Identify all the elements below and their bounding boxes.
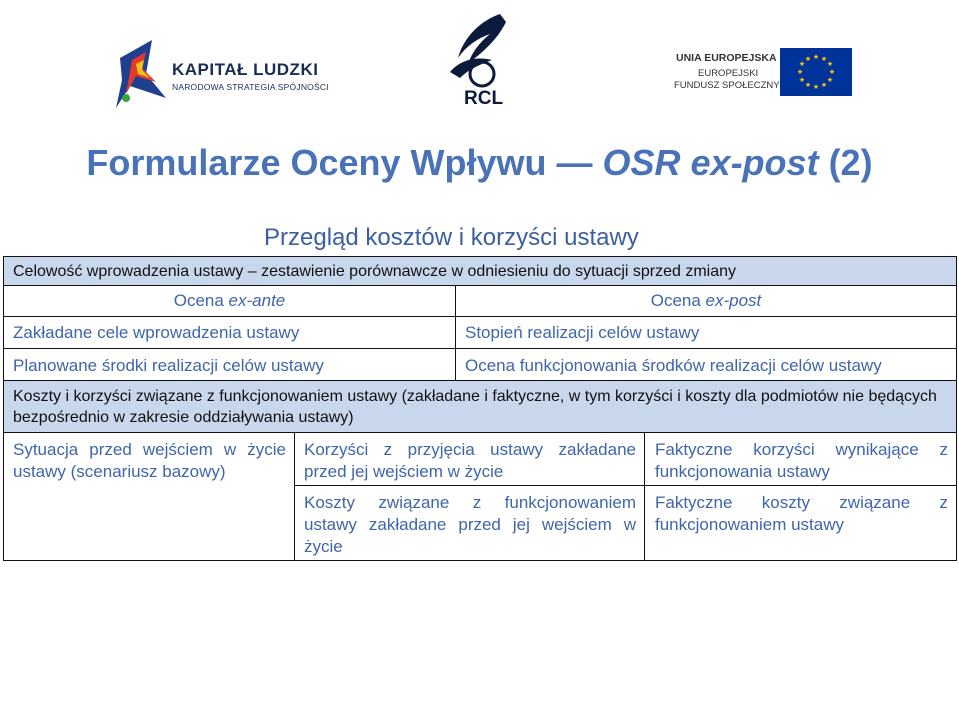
- ex-ante-header: [3, 285, 456, 317]
- ex-ante-label: [4, 290, 455, 312]
- page-title-italic: OSR ex-post: [602, 142, 819, 183]
- right-row-1: [455, 316, 957, 349]
- col-sytuacja: [3, 432, 295, 561]
- kapital-ludzki-star-icon: [112, 38, 170, 110]
- svg-text:★: ★: [820, 81, 828, 89]
- col-sytuacja-text: Sytuacja przed wejściem w życie ustawy (scenariusz bazowy): [13, 440, 286, 481]
- ex-post-italic: ex-post: [705, 291, 762, 310]
- svg-text:★: ★: [796, 68, 804, 76]
- svg-text:★: ★: [828, 68, 836, 76]
- eu-line1: UNIA EUROPEJSKA: [676, 52, 777, 64]
- col-koszty-faktyczne-text: Faktyczne koszty związane z funkcjonowaniem ustawy: [655, 493, 948, 534]
- svg-text:★: ★: [812, 53, 820, 61]
- kapital-ludzki-subtitle: NARODOWA STRATEGIA SPÓJNOŚCI: [172, 82, 329, 92]
- eu-logo: [672, 46, 857, 100]
- kapital-ludzki-title: KAPITAŁ LUDZKI: [172, 60, 319, 79]
- left-row-2: [3, 348, 456, 381]
- col-korzysci-faktyczne-text: Faktyczne korzyści wynikające z funkcjonowania ustawy: [655, 440, 948, 481]
- page-title-main: Formularze Oceny Wpływu —: [86, 142, 603, 183]
- ex-post-label: [456, 290, 956, 312]
- page-title-suffix: (2): [818, 142, 873, 183]
- svg-text:★: ★: [826, 60, 834, 68]
- logo-bar: [0, 0, 959, 120]
- ex-ante-prefix: Ocena: [173, 291, 229, 310]
- svg-text:★: ★: [812, 83, 820, 91]
- eu-flag-icon: [780, 48, 852, 96]
- header-celowosc: [3, 256, 957, 286]
- rcl-logo: [442, 12, 522, 112]
- col-korzysci-zakladane: [294, 432, 645, 486]
- left-row-1-text: Zakładane cele wprowadzenia ustawy: [13, 323, 300, 342]
- ex-post-header: [455, 285, 957, 317]
- svg-text:★: ★: [820, 55, 828, 63]
- right-row-2-text: Ocena funkcjonowania środków realizacji celów ustawy: [465, 356, 882, 375]
- eu-line2: EUROPEJSKI: [698, 68, 759, 79]
- ex-post-prefix: Ocena: [650, 291, 706, 310]
- col-koszty-faktyczne: [644, 485, 957, 561]
- svg-text:★: ★: [804, 55, 812, 63]
- rcl-text: RCL: [464, 88, 504, 109]
- eu-line3: FUNDUSZ SPOŁECZNY: [674, 80, 780, 91]
- ex-ante-italic: ex-ante: [228, 291, 286, 310]
- svg-text:★: ★: [798, 60, 806, 68]
- header-koszty: [3, 380, 957, 433]
- svg-text:★: ★: [798, 76, 806, 84]
- header-koszty-text: Koszty i korzyści związane z funkcjonowaniem ustawy (zakładane i faktyczne, w tym korzyści i koszty dla podmiotów nie będących bezpośrednio w zakresie oddziaływania ustawy): [13, 388, 937, 426]
- subtitle: Przegląd kosztów i korzyści ustawy: [264, 224, 639, 251]
- left-row-1: [3, 316, 456, 349]
- svg-text:★: ★: [826, 76, 834, 84]
- right-row-2: [455, 348, 957, 381]
- rcl-quill-icon: [442, 12, 522, 88]
- col-koszty-zakladane: [294, 485, 645, 561]
- col-korzysci-zakladane-text: Korzyści z przyjęcia ustawy zakładane przed jej wejściem w życie: [304, 440, 636, 481]
- col-korzysci-faktyczne: [644, 432, 957, 486]
- right-row-1-text: Stopień realizacji celów ustawy: [465, 323, 700, 342]
- svg-text:★: ★: [804, 81, 812, 89]
- page-title: [0, 142, 959, 184]
- left-row-2-text: Planowane środki realizacji celów ustawy: [13, 356, 324, 375]
- header-celowosc-text: Celowość wprowadzenia ustawy – zestawienie porównawcze w odniesieniu do sytuacji sprzed zmiany: [13, 263, 737, 280]
- col-koszty-zakladane-text: Koszty związane z funkcjonowaniem ustawy zakładane przed jej wejściem w życie: [304, 493, 636, 556]
- kapital-ludzki-logo: [112, 38, 347, 110]
